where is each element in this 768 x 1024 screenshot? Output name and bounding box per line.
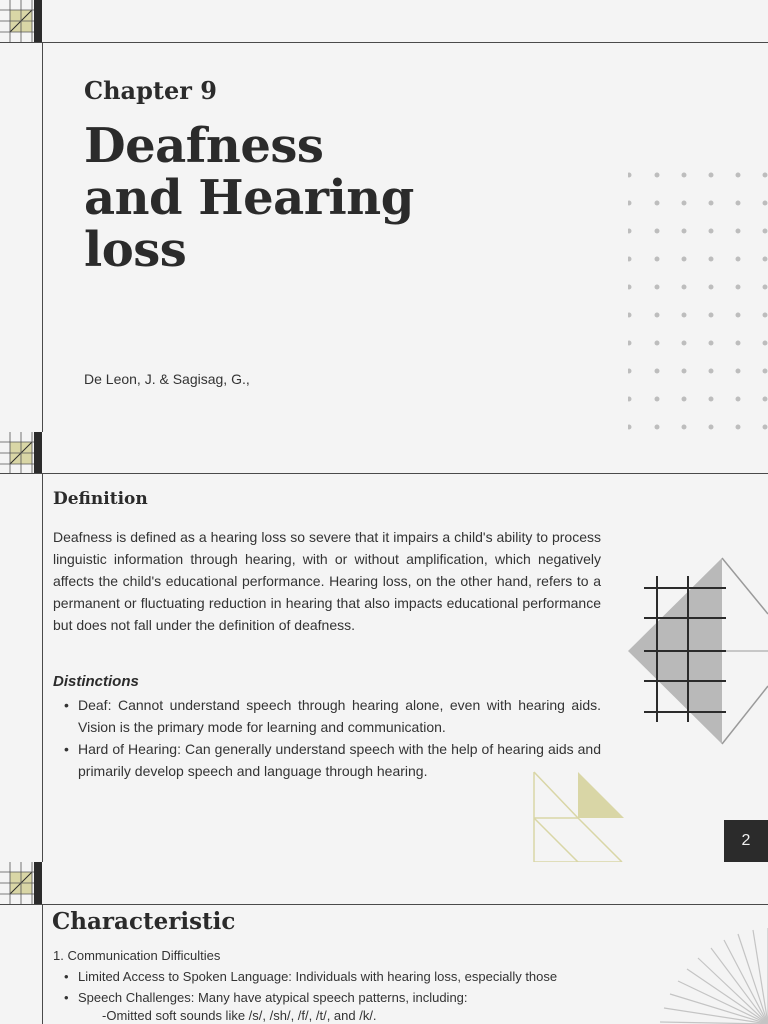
sunburst-decoration <box>650 924 768 1024</box>
page-number: 2 <box>724 820 768 862</box>
title-slide <box>0 0 768 432</box>
chapter-label: Chapter 9 <box>84 76 217 105</box>
definition-paragraph: Deafness is defined as a hearing loss so severe that it impairs a child's ability to process linguistic information through hearing, with or without amplification, which negatively affects the child's educational performance. Hearing loss, on the other hand, refers to a permanent or fluctuating reduction in hearing that also impacts educational performance but does not fall under the definition of deafness. <box>53 529 601 633</box>
list-item: • Speech Challenges: Many have atypical speech patterns, including: <box>78 987 638 1008</box>
communication-heading: 1. Communication Difficulties <box>53 948 221 963</box>
corner-grid-icon <box>0 432 42 474</box>
list-item: • Hard of Hearing: Can generally understand speech with the help of hearing aids and primarily develop speech and language through hearing. <box>78 738 601 782</box>
characteristic-list <box>53 966 638 1008</box>
title-line: Deafness <box>84 118 324 174</box>
distinctions-list <box>53 694 601 782</box>
triangle-decoration <box>530 770 630 862</box>
dot-grid-decoration <box>628 172 768 432</box>
title-line: and Hearing <box>84 170 414 226</box>
title-line: loss <box>84 222 187 278</box>
characteristic-heading: Characteristic <box>52 908 236 935</box>
corner-grid-icon <box>0 862 42 904</box>
definition-heading: Definition <box>53 489 148 509</box>
distinctions-heading: Distinctions <box>53 673 139 690</box>
geometric-grid-decoration <box>624 554 768 746</box>
sub-list-item: -Omitted soft sounds like /s/, /sh/, /f/, /t/, and /k/. <box>102 1008 377 1023</box>
list-item: • Limited Access to Spoken Language: Individuals with hearing loss, especially those <box>78 966 638 987</box>
corner-grid-icon <box>0 0 42 42</box>
list-item: • Deaf: Cannot understand speech through hearing alone, even with hearing aids. Vision is the primary mode for learning and communication. <box>78 694 601 738</box>
authors: De Leon, J. & Sagisag, G., <box>84 371 250 387</box>
page-title <box>84 120 504 276</box>
